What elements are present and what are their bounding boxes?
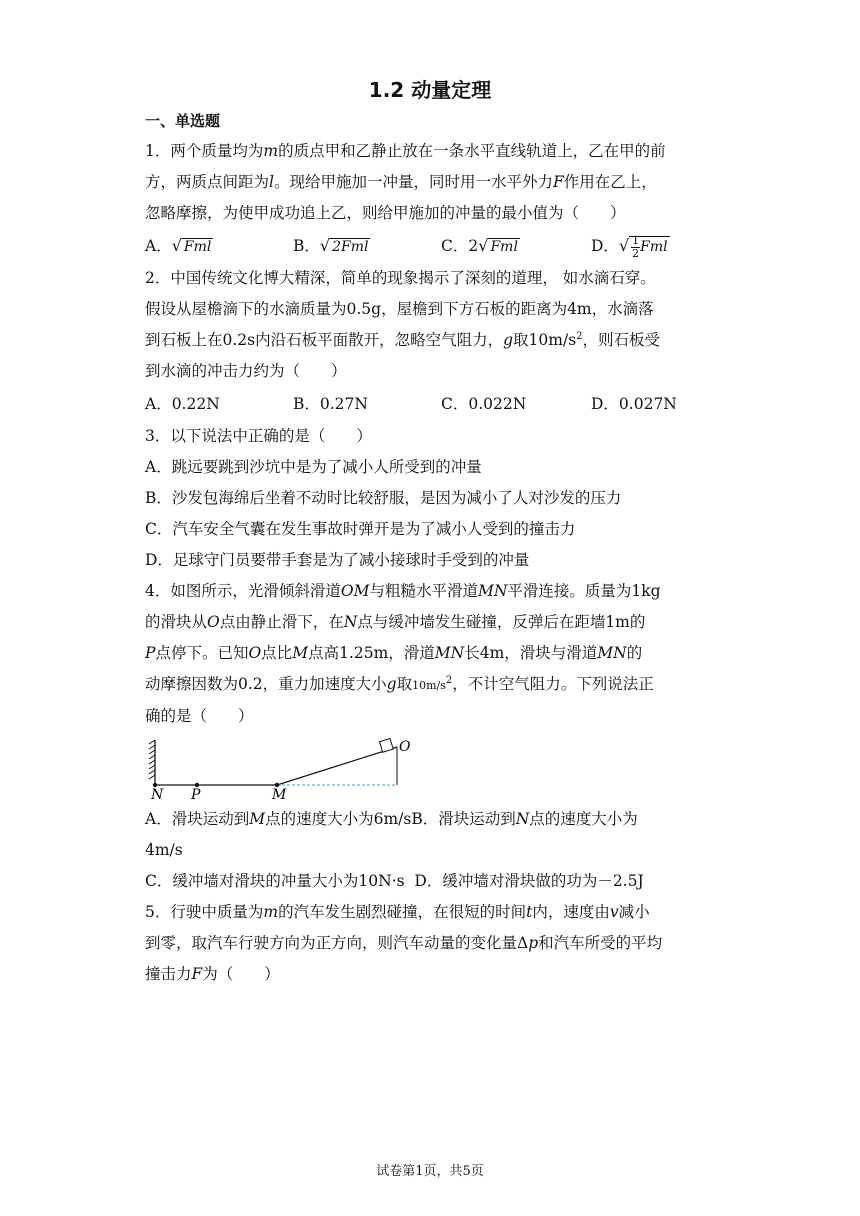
q2-option-b: B．0.27N [293,395,368,413]
q3-stem: 3．以下说法中正确的是（ ） [145,427,372,445]
q2-line-1: 2．中国传统文化博大精深，简单的现象揭示了深刻的道理， 如水滴石穿。 [145,269,656,287]
question-2 [145,263,725,421]
question-list [145,136,725,990]
page-footer: 试卷第1页，共5页 [376,1164,484,1179]
q1-option-a: A．√ Fml [145,236,212,255]
q1-option-d: D．√ $\frac{1}{2}$ Fml [591,233,668,260]
q1-options [145,229,725,263]
slider-block [379,739,393,753]
q1-option-b: B．√ 2Fml [293,236,369,255]
q4-option-ab: A．滑块运动到M点的速度大小为6m/sB．滑块运动到N点的速度大小为 [145,810,638,828]
label-n: N [151,787,164,800]
question-1 [145,136,725,263]
q4-line-5: 确的是（ ） [145,707,254,725]
q3-option-c: C．汽车安全气囊在发生事故时弹开是为了减小人受到的撞击力 [145,520,576,538]
q2-option-c: C．0.022N [441,395,527,413]
q4-diagram [145,738,725,800]
q5-line-3: 撞击力F为（ ） [145,965,280,983]
q5-line-1: 5．行驶中质量为m的汽车发生剧烈碰撞，在很短的时间t内，速度由v减小 [145,903,650,921]
q1-line-2: 方，两质点间距为l。现给甲施加一冲量，同时用一水平外力F作用在乙上， [145,173,657,191]
q3-option-d: D．足球守门员要带手套是为了减小接球时手受到的冲量 [145,551,530,569]
q1-line-3: 忽略摩擦，为使甲成功追上乙，则给甲施加的冲量的最小值为（ ） [145,204,626,222]
q2-option-d: D．0.027N [591,395,677,413]
q2-option-a: A．0.22N [145,395,220,413]
question-5 [145,897,725,990]
q4-option-cd: C．缓冲墙对滑块的冲量大小为10N·s D．缓冲墙对滑块做的功为－2.5J [145,872,644,890]
inclined-track [277,747,397,785]
slide-diagram [145,738,415,800]
q2-line-3: 到石板上在0.2s内沿石板平面散开，忽略空气阻力，g取$10m/s^2$，则石板受 [145,330,661,349]
label-o: O [399,739,411,755]
q2-line-2: 假设从屋檐滴下的水滴质量为0.5g，屋檐到下方石板的距离为4m，水滴落 [145,300,654,318]
page-title: 1.2 动量定理 [368,78,492,102]
q2-options [145,387,725,421]
q3-option-b: B．沙发包海绵后坐着不动时比较舒服，是因为减小了人对沙发的压力 [145,489,622,507]
q1-line-1: 1．两个质量均为m的质点甲和乙静止放在一条水平直线轨道上，乙在甲的前 [145,142,666,160]
q5-line-2: 到零，取汽车行驶方向为正方向，则汽车动量的变化量Δp和汽车所受的平均 [145,934,663,952]
q1-option-c: C．2√ Fml [441,236,518,255]
wall-hatching [149,740,155,779]
question-3 [145,421,725,576]
q4-line-3: P点停下。已知O点比M点高1.25m，滑道MN长4m，滑块与滑道MN的 [145,644,643,662]
q4-line-4: 动摩擦因数为0.2，重力加速度大小g取$10m/s^2$，不计空气阻力。下列说法正 [145,674,654,693]
q4-line-2: 的滑块从O点由静止滑下，在N点与缓冲墙发生碰撞，反弹后在距墙1m的 [145,613,646,631]
q3-option-a: A．跳远要跳到沙坑中是为了减小人所受到的冲量 [145,458,482,476]
q2-line-4: 到水滴的冲击力约为（ ） [145,362,347,380]
label-p: P [191,787,201,800]
section-heading: 一、单选题 [145,112,221,130]
q4-option-ab-cont: 4m/s [145,841,183,859]
question-4 [145,576,725,897]
label-m: M [272,787,287,800]
q4-line-1: 4．如图所示，光滑倾斜滑道OM与粗糙水平滑道MN平滑连接。质量为1kg [145,582,661,600]
